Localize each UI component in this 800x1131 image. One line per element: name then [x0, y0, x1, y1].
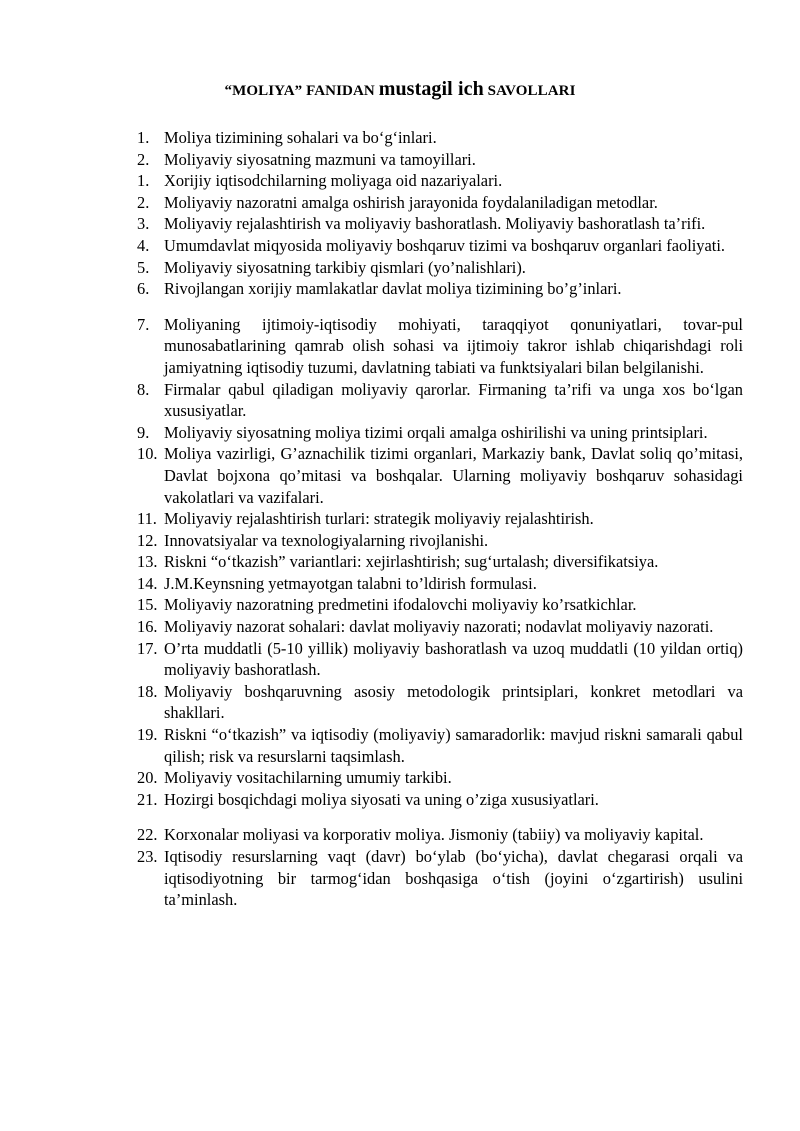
item-text: Moliyaning ijtimoiy-iqtisodiy mohiyati, taraqqiyot qonuniyatlari, tovar-pul munosabatlarining qamrab olish sohasi va ijtimoiy takror ishlab chiqarishdagi roli jamiyatning iqtisodiy tuzumi, davlatning tabiati va funktsiyalari bilan belgilanishi.: [164, 314, 743, 377]
item-text: Korxonalar moliyasi va korporativ moliya. Jismoniy (tabiiy) va moliyaviy kapital.: [164, 825, 704, 845]
list-item: [137, 278, 743, 300]
list-item: [137, 573, 743, 595]
list-item: [137, 789, 743, 811]
item-text: Moliyaviy rejalashtirish va moliyaviy bashoratlash. Moliyaviy bashoratlash ta’rifi.: [164, 214, 706, 234]
item-number: 9.: [137, 422, 150, 442]
item-number: 13.: [137, 552, 158, 572]
item-number: 1.: [137, 171, 150, 191]
group-gap: [137, 810, 743, 824]
item-text: Moliya tizimining sohalari va bo‘g‘inlari.: [164, 128, 437, 147]
page-title: [0, 78, 800, 101]
item-number: 22.: [137, 825, 158, 845]
list-item: [137, 235, 743, 257]
list-item: [137, 681, 743, 724]
list-item: [137, 314, 743, 379]
item-text: Moliyaviy nazoratning predmetini ifodalovchi moliyaviy ko’rsatkichlar.: [164, 595, 637, 615]
item-text: Moliyaviy siyosatning mazmuni va tamoyillari.: [164, 149, 476, 169]
item-number: 2.: [137, 192, 150, 212]
list-item: [137, 170, 743, 192]
list-item: [137, 724, 743, 767]
list-item: [137, 616, 743, 638]
list-item: [137, 551, 743, 573]
item-number: 11.: [137, 509, 157, 529]
item-number: 23.: [137, 847, 158, 866]
item-text: Hozirgi bosqichdagi moliya siyosati va uning o’ziga xususiyatlari.: [164, 789, 599, 809]
item-number: 10.: [137, 444, 158, 464]
list-item: [137, 530, 743, 552]
item-number: 12.: [137, 530, 158, 550]
list-item: [137, 127, 743, 149]
item-text: Moliyaviy siyosatning tarkibiy qismlari (yo’nalishlari).: [164, 257, 526, 277]
item-number: 1.: [137, 128, 150, 147]
group-gap: [137, 300, 743, 314]
list-item: [137, 149, 743, 171]
item-number: 16.: [137, 617, 158, 637]
item-number: 2.: [137, 149, 150, 169]
list-item: [137, 508, 743, 530]
item-text: Moliya vazirligi, G’aznachilik tizimi organlari, Markaziy bank, Davlat soliq qo’mitasi, Davlat bojxona qo’mitasi va boshqalar. Ularning moliyaviy boshqaruv sohasidagi vakolatlari va vazifalari.: [164, 444, 743, 507]
item-text: Firmalar qabul qiladigan moliyaviy qarorlar. Firmaning ta’rifi va unga xos bo‘lgan xususiyatlar.: [164, 379, 743, 421]
item-text: Rivojlangan xorijiy mamlakatlar davlat moliya tizimining bo’g’inlari.: [164, 279, 622, 299]
item-text: Moliyaviy rejalashtirish turlari: strategik moliyaviy rejalashtirish.: [164, 509, 594, 529]
list-item: [137, 422, 743, 444]
item-text: Moliyaviy siyosatning moliya tizimi orqali amalga oshirilishi va uning printsiplari.: [164, 422, 708, 442]
list-item: [137, 824, 743, 846]
list-item: [137, 638, 743, 681]
title-part-2: mustagil ich: [378, 78, 484, 100]
item-number: 21.: [137, 789, 158, 809]
item-text: Umumdavlat miqyosida moliyaviy boshqaruv tizimi va boshqaruv organlari faoliyati.: [164, 235, 725, 255]
list-item: [137, 257, 743, 279]
item-text: Riskni “o‘tkazish” variantlari: xejirlashtirish; sug‘urtalash; diversifikatsiya.: [164, 552, 659, 572]
question-list: [137, 127, 743, 911]
item-text: Riskni “o‘tkazish” va iqtisodiy (moliyaviy) samaradorlik: mavjud riskni samarali qabul qilish; risk va resurslarni taqsimlash.: [164, 725, 743, 766]
item-text: Xorijiy iqtisodchilarning moliyaga oid nazariyalari.: [164, 171, 503, 191]
list-item: [137, 192, 743, 214]
list-item: [137, 443, 743, 508]
title-part-1: “MOLIYA” FANIDAN: [224, 83, 379, 99]
title-part-3: SAVOLLARI: [483, 83, 576, 99]
item-number: 5.: [137, 257, 150, 277]
list-item: [137, 846, 743, 911]
item-number: 3.: [137, 214, 150, 234]
item-text: Innovatsiyalar va texnologiyalarning rivojlanishi.: [164, 530, 489, 550]
item-text: O’rta muddatli (5-10 yillik) moliyaviy bashoratlash va uzoq muddatli (10 yildan ortiq) moliyaviy bashoratlash.: [164, 638, 743, 680]
item-text: Moliyaviy nazoratni amalga oshirish jarayonida foydalaniladigan metodlar.: [164, 192, 658, 212]
item-number: 4.: [137, 235, 150, 255]
item-text: J.M.Keynsning yetmayotgan talabni to’ldirish formulasi.: [164, 573, 537, 593]
list-item: [137, 379, 743, 422]
item-number: 6.: [137, 279, 150, 299]
item-number: 14.: [137, 573, 158, 593]
item-number: 15.: [137, 595, 158, 615]
item-number: 17.: [137, 638, 158, 658]
item-number: 18.: [137, 681, 158, 701]
item-number: 20.: [137, 768, 158, 788]
item-number: 8.: [137, 379, 150, 399]
item-number: 19.: [137, 725, 158, 745]
list-item: [137, 767, 743, 789]
list-item: [137, 594, 743, 616]
item-text: Iqtisodiy resurslarning vaqt (davr) bo‘ylab (bo‘yicha), davlat chegarasi orqali va iqtisodiyotning bir tarmog‘idan boshqasiga o‘tish (joyini o‘zgartirish) usulini ta’minlash.: [164, 847, 743, 910]
item-text: Moliyaviy nazorat sohalari: davlat moliyaviy nazorati; nodavlat moliyaviy nazorati.: [164, 617, 714, 637]
item-text: Moliyaviy boshqaruvning asosiy metodologik printsiplari, konkret metodlari va shakllari.: [164, 681, 743, 723]
list-item: [137, 213, 743, 235]
item-text: Moliyaviy vositachilarning umumiy tarkibi.: [164, 768, 452, 788]
item-number: 7.: [137, 314, 150, 334]
